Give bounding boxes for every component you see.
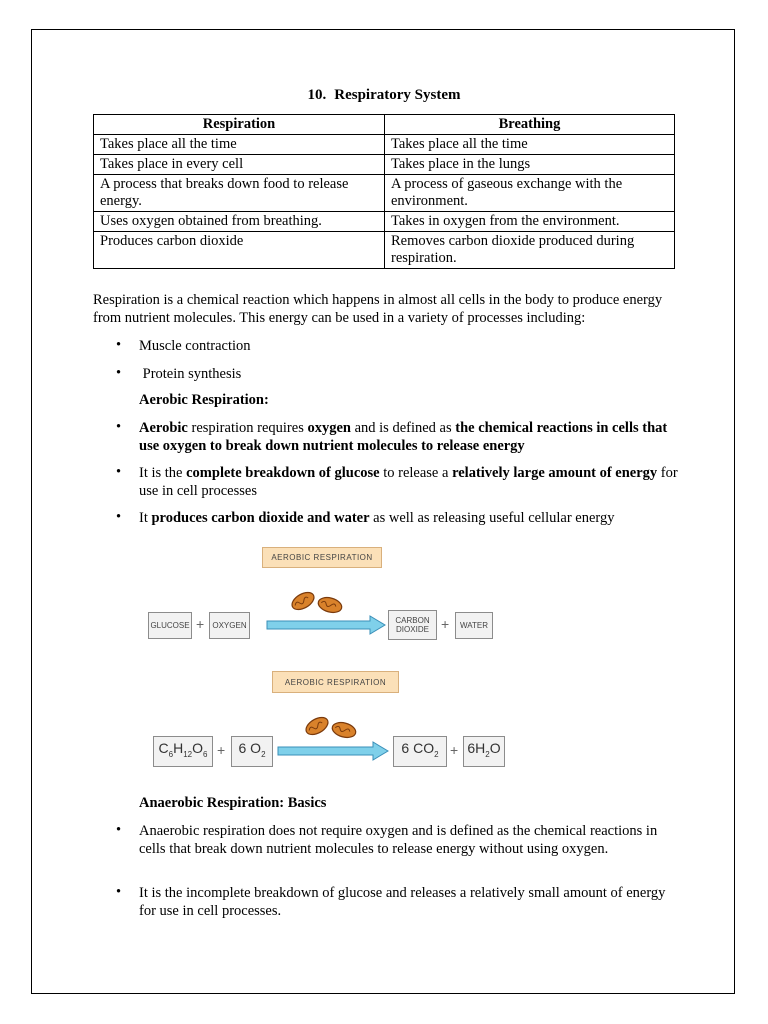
- section-number: 10.: [307, 87, 327, 103]
- arrow-right-icon: [266, 615, 386, 635]
- plus-sign: +: [450, 742, 459, 758]
- bullet-icon: •: [116, 419, 122, 435]
- glucose-box: GLUCOSE: [148, 612, 192, 639]
- mitochondria-icon: [290, 588, 346, 616]
- intro-paragraph: Respiration is a chemical reaction which happens in almost all cells in the body to produce energy from nutrient molecules. This energy can be used in a variety of processes including:: [93, 292, 663, 326]
- aerobic-banner: AEROBIC RESPIRATION: [262, 547, 382, 568]
- use-item-protein: Protein synthesis: [139, 366, 242, 382]
- bullet-icon: •: [116, 822, 122, 838]
- oxygen-box: OXYGEN: [209, 612, 250, 639]
- table-row: [94, 212, 675, 232]
- carbon-dioxide-box: CARBON DIOXIDE: [388, 610, 437, 640]
- table-row: [94, 135, 675, 155]
- comparison-table: [93, 114, 675, 269]
- plus-sign: +: [196, 616, 205, 632]
- section-title: Respiratory System: [334, 87, 461, 103]
- table-cell: Takes in oxygen from the environment.: [385, 212, 675, 232]
- co2-formula-box: 6 $CO_2$: [393, 736, 447, 767]
- mitochondria-icon: [304, 713, 360, 741]
- arrow-right-icon: [277, 741, 389, 761]
- glucose-formula-box: $C_6H_{12}O_6$: [153, 736, 213, 767]
- table-cell: Removes carbon dioxide produced during respiration.: [385, 232, 675, 269]
- table-cell: Produces carbon dioxide: [94, 232, 385, 269]
- bullet-icon: •: [116, 337, 122, 353]
- bullet-icon: •: [116, 509, 122, 525]
- table-cell: Uses oxygen obtained from breathing.: [94, 212, 385, 232]
- aerobic-bullet-3: It produces carbon dioxide and water as well as releasing useful cellular energy: [139, 510, 615, 526]
- anaerobic-bullet-1: Anaerobic respiration does not require oxygen and is defined as the chemical reactions in cells that break down nutrient molecules to release energy without using oxygen.: [139, 823, 658, 857]
- table-row: [94, 175, 675, 212]
- table-header-row: [94, 115, 675, 135]
- table-row: [94, 232, 675, 269]
- table-cell: A process of gaseous exchange with the environment.: [385, 175, 675, 212]
- table-row: [94, 155, 675, 175]
- water-box: WATER: [455, 612, 493, 639]
- anaerobic-heading: Anaerobic Respiration: Basics: [139, 795, 327, 811]
- table-header-breathing: Breathing: [385, 115, 675, 135]
- table-cell: Takes place all the time: [385, 135, 675, 155]
- table-cell: A process that breaks down food to release energy.: [94, 175, 385, 212]
- aerobic-bullet-1: Aerobic respiration requires oxygen and is defined as the chemical reactions in cells that use oxygen to break down nutrient molecules to release energy: [139, 420, 668, 454]
- plus-sign: +: [217, 742, 226, 758]
- table-cell: Takes place in the lungs: [385, 155, 675, 175]
- table-header-respiration: Respiration: [94, 115, 385, 135]
- bullet-icon: •: [116, 365, 122, 381]
- plus-sign: +: [441, 616, 450, 632]
- use-item-muscle: Muscle contraction: [139, 338, 251, 354]
- bullet-icon: •: [116, 884, 122, 900]
- oxygen-formula-box: 6 $O_2$: [231, 736, 273, 767]
- table-cell: Takes place in every cell: [94, 155, 385, 175]
- anaerobic-bullet-2: It is the incomplete breakdown of glucose and releases a relatively small amount of energy for use in cell processes.: [139, 885, 666, 919]
- page-title: [0, 87, 768, 104]
- aerobic-bullet-2: It is the complete breakdown of glucose to release a relatively large amount of energy for use in cell processes: [139, 465, 678, 499]
- table-cell: Takes place all the time: [94, 135, 385, 155]
- water-formula-box: $6H_2O$: [463, 736, 505, 767]
- bullet-icon: •: [116, 464, 122, 480]
- aerobic-banner: AEROBIC RESPIRATION: [272, 671, 399, 693]
- aerobic-heading: Aerobic Respiration:: [139, 392, 269, 408]
